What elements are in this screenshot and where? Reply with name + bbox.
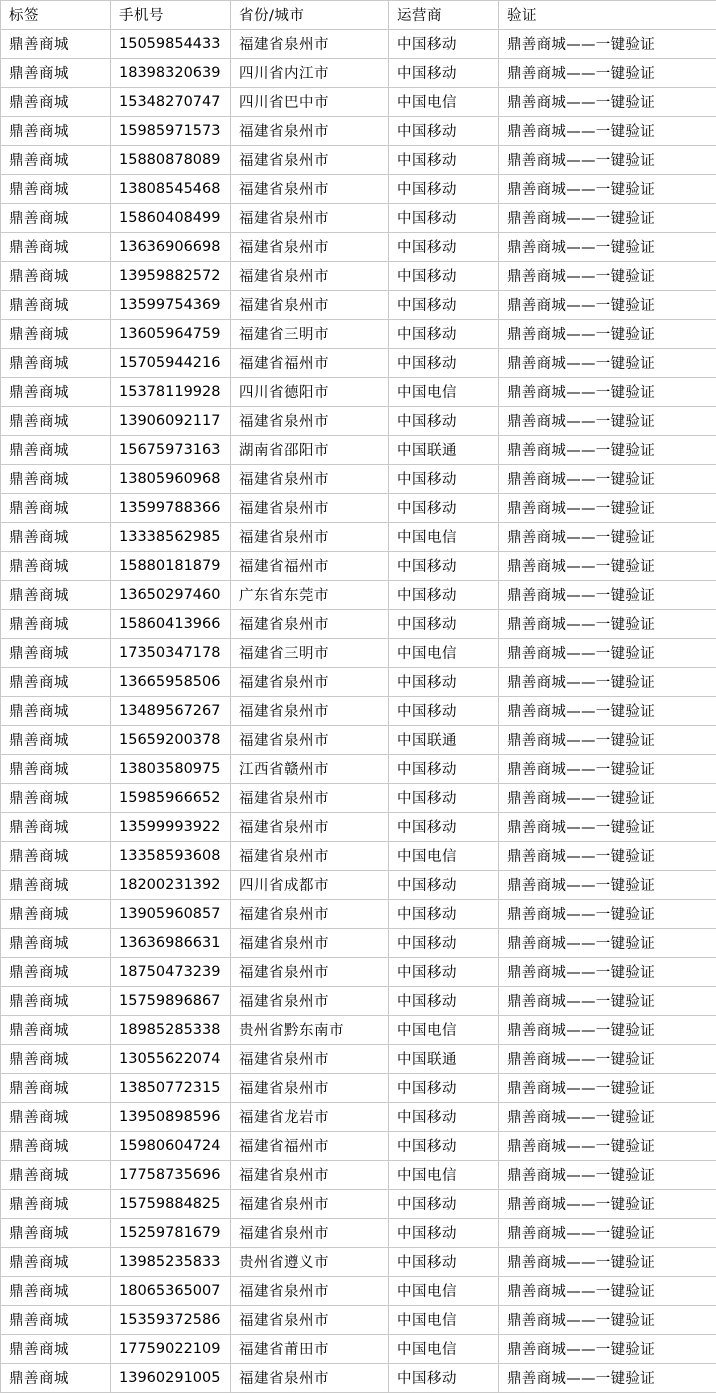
cell-phone[interactable]: 15659200378: [111, 726, 231, 755]
cell-verify[interactable]: 鼎善商城——一键验证: [499, 1248, 716, 1277]
cell-verify[interactable]: 鼎善商城——一键验证: [499, 465, 716, 494]
table-row[interactable]: [1, 842, 716, 871]
table-row[interactable]: [1, 987, 716, 1016]
cell-carrier[interactable]: 中国电信: [389, 1335, 499, 1364]
cell-carrier[interactable]: 中国移动: [389, 204, 499, 233]
cell-carrier[interactable]: 中国移动: [389, 871, 499, 900]
table-row[interactable]: [1, 59, 716, 88]
cell-region[interactable]: 福建省泉州市: [231, 1190, 389, 1219]
table-row[interactable]: [1, 668, 716, 697]
cell-region[interactable]: 福建省泉州市: [231, 726, 389, 755]
cell-phone[interactable]: 15759884825: [111, 1190, 231, 1219]
cell-region[interactable]: 福建省泉州市: [231, 784, 389, 813]
cell-region[interactable]: 福建省泉州市: [231, 146, 389, 175]
cell-tag[interactable]: 鼎善商城: [1, 436, 111, 465]
cell-verify[interactable]: 鼎善商城——一键验证: [499, 1132, 716, 1161]
cell-carrier[interactable]: 中国移动: [389, 784, 499, 813]
cell-phone[interactable]: 13905960857: [111, 900, 231, 929]
cell-tag[interactable]: 鼎善商城: [1, 842, 111, 871]
cell-phone[interactable]: 17759022109: [111, 1335, 231, 1364]
cell-region[interactable]: 福建省龙岩市: [231, 1103, 389, 1132]
cell-verify[interactable]: 鼎善商城——一键验证: [499, 146, 716, 175]
cell-phone[interactable]: 13950898596: [111, 1103, 231, 1132]
cell-carrier[interactable]: 中国移动: [389, 755, 499, 784]
cell-carrier[interactable]: 中国移动: [389, 987, 499, 1016]
cell-tag[interactable]: 鼎善商城: [1, 1219, 111, 1248]
cell-region[interactable]: 福建省泉州市: [231, 117, 389, 146]
cell-verify[interactable]: 鼎善商城——一键验证: [499, 523, 716, 552]
cell-verify[interactable]: 鼎善商城——一键验证: [499, 1190, 716, 1219]
cell-phone[interactable]: 13605964759: [111, 320, 231, 349]
cell-carrier[interactable]: 中国移动: [389, 1103, 499, 1132]
cell-carrier[interactable]: 中国移动: [389, 697, 499, 726]
cell-phone[interactable]: 15985971573: [111, 117, 231, 146]
cell-tag[interactable]: 鼎善商城: [1, 494, 111, 523]
cell-phone[interactable]: 15880181879: [111, 552, 231, 581]
cell-region[interactable]: 湖南省邵阳市: [231, 436, 389, 465]
cell-tag[interactable]: 鼎善商城: [1, 175, 111, 204]
cell-verify[interactable]: 鼎善商城——一键验证: [499, 784, 716, 813]
cell-region[interactable]: 四川省内江市: [231, 59, 389, 88]
table-row[interactable]: [1, 958, 716, 987]
cell-phone[interactable]: 13489567267: [111, 697, 231, 726]
cell-carrier[interactable]: 中国移动: [389, 1132, 499, 1161]
cell-region[interactable]: 福建省泉州市: [231, 1277, 389, 1306]
cell-verify[interactable]: 鼎善商城——一键验证: [499, 436, 716, 465]
cell-carrier[interactable]: 中国电信: [389, 1306, 499, 1335]
cell-region[interactable]: 福建省泉州市: [231, 958, 389, 987]
cell-region[interactable]: 福建省泉州市: [231, 465, 389, 494]
cell-tag[interactable]: 鼎善商城: [1, 871, 111, 900]
cell-phone[interactable]: 15259781679: [111, 1219, 231, 1248]
cell-verify[interactable]: 鼎善商城——一键验证: [499, 88, 716, 117]
table-row[interactable]: [1, 552, 716, 581]
table-row[interactable]: [1, 871, 716, 900]
cell-region[interactable]: 福建省泉州市: [231, 204, 389, 233]
cell-tag[interactable]: 鼎善商城: [1, 1161, 111, 1190]
cell-tag[interactable]: 鼎善商城: [1, 30, 111, 59]
cell-region[interactable]: 贵州省黔东南市: [231, 1016, 389, 1045]
cell-verify[interactable]: 鼎善商城——一键验证: [499, 320, 716, 349]
table-row[interactable]: [1, 233, 716, 262]
cell-region[interactable]: 福建省泉州市: [231, 668, 389, 697]
cell-tag[interactable]: 鼎善商城: [1, 262, 111, 291]
table-row[interactable]: [1, 1277, 716, 1306]
cell-verify[interactable]: 鼎善商城——一键验证: [499, 871, 716, 900]
cell-region[interactable]: 福建省福州市: [231, 1132, 389, 1161]
cell-tag[interactable]: 鼎善商城: [1, 1132, 111, 1161]
cell-phone[interactable]: 13665958506: [111, 668, 231, 697]
column-header-verify[interactable]: 验证: [499, 1, 716, 30]
table-row[interactable]: [1, 320, 716, 349]
cell-phone[interactable]: 13599993922: [111, 813, 231, 842]
table-row[interactable]: [1, 1103, 716, 1132]
cell-region[interactable]: 福建省福州市: [231, 349, 389, 378]
cell-region[interactable]: 福建省三明市: [231, 320, 389, 349]
cell-carrier[interactable]: 中国移动: [389, 407, 499, 436]
cell-phone[interactable]: 18065365007: [111, 1277, 231, 1306]
cell-carrier[interactable]: 中国电信: [389, 88, 499, 117]
table-row[interactable]: [1, 204, 716, 233]
cell-carrier[interactable]: 中国移动: [389, 581, 499, 610]
cell-tag[interactable]: 鼎善商城: [1, 349, 111, 378]
cell-verify[interactable]: 鼎善商城——一键验证: [499, 1364, 716, 1393]
cell-region[interactable]: 福建省泉州市: [231, 407, 389, 436]
column-header-phone[interactable]: 手机号: [111, 1, 231, 30]
cell-tag[interactable]: 鼎善商城: [1, 1103, 111, 1132]
table-row[interactable]: [1, 30, 716, 59]
table-row[interactable]: [1, 117, 716, 146]
cell-tag[interactable]: 鼎善商城: [1, 378, 111, 407]
cell-verify[interactable]: 鼎善商城——一键验证: [499, 349, 716, 378]
cell-carrier[interactable]: 中国移动: [389, 262, 499, 291]
cell-tag[interactable]: 鼎善商城: [1, 1016, 111, 1045]
table-row[interactable]: [1, 291, 716, 320]
cell-carrier[interactable]: 中国移动: [389, 1248, 499, 1277]
table-row[interactable]: [1, 378, 716, 407]
cell-verify[interactable]: 鼎善商城——一键验证: [499, 30, 716, 59]
cell-tag[interactable]: 鼎善商城: [1, 755, 111, 784]
cell-carrier[interactable]: 中国移动: [389, 929, 499, 958]
cell-carrier[interactable]: 中国电信: [389, 378, 499, 407]
cell-phone[interactable]: 13808545468: [111, 175, 231, 204]
cell-region[interactable]: 福建省泉州市: [231, 1364, 389, 1393]
cell-region[interactable]: 广东省东莞市: [231, 581, 389, 610]
cell-phone[interactable]: 15880878089: [111, 146, 231, 175]
column-header-carrier[interactable]: 运营商: [389, 1, 499, 30]
table-row[interactable]: [1, 813, 716, 842]
cell-verify[interactable]: 鼎善商城——一键验证: [499, 610, 716, 639]
cell-phone[interactable]: 15378119928: [111, 378, 231, 407]
cell-tag[interactable]: 鼎善商城: [1, 146, 111, 175]
cell-verify[interactable]: 鼎善商城——一键验证: [499, 639, 716, 668]
cell-phone[interactable]: 13985235833: [111, 1248, 231, 1277]
table-header-row: [1, 1, 716, 30]
cell-phone[interactable]: 13805960968: [111, 465, 231, 494]
cell-phone[interactable]: 13055622074: [111, 1045, 231, 1074]
cell-region[interactable]: 福建省莆田市: [231, 1335, 389, 1364]
table-row[interactable]: [1, 407, 716, 436]
table-row[interactable]: [1, 581, 716, 610]
cell-phone[interactable]: 13960291005: [111, 1364, 231, 1393]
cell-tag[interactable]: 鼎善商城: [1, 958, 111, 987]
cell-region[interactable]: 福建省泉州市: [231, 900, 389, 929]
cell-phone[interactable]: 18750473239: [111, 958, 231, 987]
cell-region[interactable]: 福建省泉州市: [231, 929, 389, 958]
cell-tag[interactable]: 鼎善商城: [1, 1190, 111, 1219]
cell-tag[interactable]: 鼎善商城: [1, 900, 111, 929]
cell-carrier[interactable]: 中国移动: [389, 1190, 499, 1219]
cell-tag[interactable]: 鼎善商城: [1, 784, 111, 813]
table-row[interactable]: [1, 436, 716, 465]
cell-phone[interactable]: 18398320639: [111, 59, 231, 88]
cell-region[interactable]: 福建省泉州市: [231, 30, 389, 59]
table-row[interactable]: [1, 262, 716, 291]
cell-verify[interactable]: 鼎善商城——一键验证: [499, 1335, 716, 1364]
cell-carrier[interactable]: 中国移动: [389, 291, 499, 320]
cell-region[interactable]: 江西省赣州市: [231, 755, 389, 784]
cell-tag[interactable]: 鼎善商城: [1, 465, 111, 494]
cell-phone[interactable]: 15980604724: [111, 1132, 231, 1161]
cell-carrier[interactable]: 中国移动: [389, 30, 499, 59]
cell-region[interactable]: 福建省泉州市: [231, 494, 389, 523]
cell-phone[interactable]: 13636906698: [111, 233, 231, 262]
cell-tag[interactable]: 鼎善商城: [1, 1248, 111, 1277]
cell-carrier[interactable]: 中国电信: [389, 1161, 499, 1190]
cell-verify[interactable]: 鼎善商城——一键验证: [499, 813, 716, 842]
cell-phone[interactable]: 13599754369: [111, 291, 231, 320]
cell-region[interactable]: 贵州省遵义市: [231, 1248, 389, 1277]
cell-phone[interactable]: 13599788366: [111, 494, 231, 523]
cell-verify[interactable]: 鼎善商城——一键验证: [499, 697, 716, 726]
cell-phone[interactable]: 15759896867: [111, 987, 231, 1016]
cell-carrier[interactable]: 中国移动: [389, 175, 499, 204]
cell-carrier[interactable]: 中国移动: [389, 813, 499, 842]
cell-carrier[interactable]: 中国移动: [389, 320, 499, 349]
table-row[interactable]: [1, 88, 716, 117]
table-row[interactable]: [1, 146, 716, 175]
table-row[interactable]: [1, 726, 716, 755]
cell-tag[interactable]: 鼎善商城: [1, 59, 111, 88]
cell-verify[interactable]: 鼎善商城——一键验证: [499, 262, 716, 291]
cell-carrier[interactable]: 中国移动: [389, 958, 499, 987]
cell-verify[interactable]: 鼎善商城——一键验证: [499, 581, 716, 610]
table-row[interactable]: [1, 639, 716, 668]
cell-region[interactable]: 福建省泉州市: [231, 813, 389, 842]
table-header: [1, 1, 716, 30]
cell-tag[interactable]: 鼎善商城: [1, 697, 111, 726]
cell-carrier[interactable]: 中国移动: [389, 1364, 499, 1393]
table-row[interactable]: [1, 1190, 716, 1219]
cell-region[interactable]: 福建省泉州市: [231, 1306, 389, 1335]
cell-phone[interactable]: 13358593608: [111, 842, 231, 871]
table-row[interactable]: [1, 523, 716, 552]
cell-region[interactable]: 福建省泉州市: [231, 610, 389, 639]
cell-verify[interactable]: 鼎善商城——一键验证: [499, 175, 716, 204]
table-row[interactable]: [1, 1132, 716, 1161]
cell-verify[interactable]: 鼎善商城——一键验证: [499, 552, 716, 581]
cell-phone[interactable]: 18985285338: [111, 1016, 231, 1045]
cell-verify[interactable]: 鼎善商城——一键验证: [499, 987, 716, 1016]
cell-tag[interactable]: 鼎善商城: [1, 987, 111, 1016]
cell-tag[interactable]: 鼎善商城: [1, 581, 111, 610]
cell-region[interactable]: 福建省泉州市: [231, 262, 389, 291]
cell-phone[interactable]: 13959882572: [111, 262, 231, 291]
table-body: [1, 30, 716, 1393]
cell-tag[interactable]: 鼎善商城: [1, 117, 111, 146]
cell-phone[interactable]: 13803580975: [111, 755, 231, 784]
cell-carrier[interactable]: 中国联通: [389, 436, 499, 465]
cell-verify[interactable]: 鼎善商城——一键验证: [499, 900, 716, 929]
cell-phone[interactable]: 18200231392: [111, 871, 231, 900]
cell-verify[interactable]: 鼎善商城——一键验证: [499, 59, 716, 88]
table-row[interactable]: [1, 900, 716, 929]
cell-tag[interactable]: 鼎善商城: [1, 1306, 111, 1335]
cell-verify[interactable]: 鼎善商城——一键验证: [499, 1306, 716, 1335]
cell-carrier[interactable]: 中国移动: [389, 610, 499, 639]
cell-region[interactable]: 福建省福州市: [231, 552, 389, 581]
cell-tag[interactable]: 鼎善商城: [1, 1335, 111, 1364]
cell-tag[interactable]: 鼎善商城: [1, 523, 111, 552]
cell-verify[interactable]: 鼎善商城——一键验证: [499, 842, 716, 871]
cell-carrier[interactable]: 中国电信: [389, 1016, 499, 1045]
cell-phone[interactable]: 15359372586: [111, 1306, 231, 1335]
cell-verify[interactable]: 鼎善商城——一键验证: [499, 1016, 716, 1045]
cell-region[interactable]: 福建省泉州市: [231, 291, 389, 320]
cell-verify[interactable]: 鼎善商城——一键验证: [499, 204, 716, 233]
table-row[interactable]: [1, 1016, 716, 1045]
cell-verify[interactable]: 鼎善商城——一键验证: [499, 407, 716, 436]
cell-region[interactable]: 福建省泉州市: [231, 1074, 389, 1103]
cell-phone[interactable]: 15705944216: [111, 349, 231, 378]
table-row[interactable]: [1, 1045, 716, 1074]
cell-carrier[interactable]: 中国电信: [389, 639, 499, 668]
cell-verify[interactable]: 鼎善商城——一键验证: [499, 117, 716, 146]
cell-verify[interactable]: 鼎善商城——一键验证: [499, 233, 716, 262]
cell-carrier[interactable]: 中国移动: [389, 900, 499, 929]
table-row[interactable]: [1, 1364, 716, 1393]
cell-tag[interactable]: 鼎善商城: [1, 1277, 111, 1306]
cell-phone[interactable]: 13850772315: [111, 1074, 231, 1103]
cell-phone[interactable]: 13650297460: [111, 581, 231, 610]
cell-carrier[interactable]: 中国移动: [389, 552, 499, 581]
cell-verify[interactable]: 鼎善商城——一键验证: [499, 1074, 716, 1103]
cell-tag[interactable]: 鼎善商城: [1, 1364, 111, 1393]
cell-tag[interactable]: 鼎善商城: [1, 610, 111, 639]
cell-carrier[interactable]: 中国移动: [389, 668, 499, 697]
cell-carrier[interactable]: 中国电信: [389, 1277, 499, 1306]
cell-tag[interactable]: 鼎善商城: [1, 668, 111, 697]
cell-phone[interactable]: 15860408499: [111, 204, 231, 233]
cell-verify[interactable]: 鼎善商城——一键验证: [499, 291, 716, 320]
table-row[interactable]: [1, 1248, 716, 1277]
cell-verify[interactable]: 鼎善商城——一键验证: [499, 1161, 716, 1190]
cell-carrier[interactable]: 中国移动: [389, 59, 499, 88]
cell-phone[interactable]: 15985966652: [111, 784, 231, 813]
cell-phone[interactable]: 15059854433: [111, 30, 231, 59]
table-row[interactable]: [1, 1074, 716, 1103]
table-row[interactable]: [1, 1219, 716, 1248]
table-row[interactable]: [1, 175, 716, 204]
cell-tag[interactable]: 鼎善商城: [1, 929, 111, 958]
cell-tag[interactable]: 鼎善商城: [1, 552, 111, 581]
cell-tag[interactable]: 鼎善商城: [1, 233, 111, 262]
table-row[interactable]: [1, 1161, 716, 1190]
table-row[interactable]: [1, 349, 716, 378]
table-row[interactable]: [1, 465, 716, 494]
cell-region[interactable]: 四川省德阳市: [231, 378, 389, 407]
cell-region[interactable]: 福建省泉州市: [231, 987, 389, 1016]
cell-region[interactable]: 福建省泉州市: [231, 233, 389, 262]
column-header-region[interactable]: 省份/城市: [231, 1, 389, 30]
cell-region[interactable]: 四川省成都市: [231, 871, 389, 900]
cell-tag[interactable]: 鼎善商城: [1, 1045, 111, 1074]
cell-carrier[interactable]: 中国移动: [389, 146, 499, 175]
cell-region[interactable]: 福建省泉州市: [231, 1219, 389, 1248]
cell-verify[interactable]: 鼎善商城——一键验证: [499, 929, 716, 958]
cell-region[interactable]: 福建省泉州市: [231, 1045, 389, 1074]
cell-carrier[interactable]: 中国联通: [389, 1045, 499, 1074]
cell-region[interactable]: 福建省泉州市: [231, 842, 389, 871]
cell-carrier[interactable]: 中国电信: [389, 842, 499, 871]
cell-verify[interactable]: 鼎善商城——一键验证: [499, 958, 716, 987]
cell-phone[interactable]: 17758735696: [111, 1161, 231, 1190]
table-row[interactable]: [1, 610, 716, 639]
cell-phone[interactable]: 15675973163: [111, 436, 231, 465]
cell-carrier[interactable]: 中国移动: [389, 349, 499, 378]
cell-region[interactable]: 福建省泉州市: [231, 697, 389, 726]
cell-carrier[interactable]: 中国电信: [389, 523, 499, 552]
cell-verify[interactable]: 鼎善商城——一键验证: [499, 1103, 716, 1132]
cell-carrier[interactable]: 中国移动: [389, 465, 499, 494]
cell-tag[interactable]: 鼎善商城: [1, 204, 111, 233]
cell-carrier[interactable]: 中国联通: [389, 726, 499, 755]
cell-phone[interactable]: 15348270747: [111, 88, 231, 117]
cell-verify[interactable]: 鼎善商城——一键验证: [499, 1277, 716, 1306]
cell-tag[interactable]: 鼎善商城: [1, 726, 111, 755]
cell-carrier[interactable]: 中国移动: [389, 1074, 499, 1103]
cell-verify[interactable]: 鼎善商城——一键验证: [499, 1219, 716, 1248]
cell-phone[interactable]: 13338562985: [111, 523, 231, 552]
cell-tag[interactable]: 鼎善商城: [1, 291, 111, 320]
table-row[interactable]: [1, 697, 716, 726]
cell-tag[interactable]: 鼎善商城: [1, 320, 111, 349]
cell-phone[interactable]: 13906092117: [111, 407, 231, 436]
cell-region[interactable]: 福建省泉州市: [231, 523, 389, 552]
cell-verify[interactable]: 鼎善商城——一键验证: [499, 378, 716, 407]
cell-carrier[interactable]: 中国移动: [389, 233, 499, 262]
cell-phone[interactable]: 13636986631: [111, 929, 231, 958]
cell-region[interactable]: 四川省巴中市: [231, 88, 389, 117]
table-row[interactable]: [1, 929, 716, 958]
table-row[interactable]: [1, 755, 716, 784]
cell-verify[interactable]: 鼎善商城——一键验证: [499, 1045, 716, 1074]
cell-phone[interactable]: 17350347178: [111, 639, 231, 668]
cell-tag[interactable]: 鼎善商城: [1, 813, 111, 842]
cell-verify[interactable]: 鼎善商城——一键验证: [499, 668, 716, 697]
cell-region[interactable]: 福建省泉州市: [231, 1161, 389, 1190]
cell-verify[interactable]: 鼎善商城——一键验证: [499, 755, 716, 784]
cell-carrier[interactable]: 中国移动: [389, 494, 499, 523]
cell-tag[interactable]: 鼎善商城: [1, 88, 111, 117]
column-header-tag[interactable]: 标签: [1, 1, 111, 30]
cell-tag[interactable]: 鼎善商城: [1, 1074, 111, 1103]
cell-region[interactable]: 福建省泉州市: [231, 175, 389, 204]
cell-verify[interactable]: 鼎善商城——一键验证: [499, 494, 716, 523]
cell-carrier[interactable]: 中国移动: [389, 1219, 499, 1248]
cell-tag[interactable]: 鼎善商城: [1, 407, 111, 436]
cell-verify[interactable]: 鼎善商城——一键验证: [499, 726, 716, 755]
cell-region[interactable]: 福建省三明市: [231, 639, 389, 668]
cell-tag[interactable]: 鼎善商城: [1, 639, 111, 668]
table-row[interactable]: [1, 494, 716, 523]
table-row[interactable]: [1, 1335, 716, 1364]
table-row[interactable]: [1, 1306, 716, 1335]
cell-phone[interactable]: 15860413966: [111, 610, 231, 639]
table-row[interactable]: [1, 784, 716, 813]
cell-carrier[interactable]: 中国移动: [389, 117, 499, 146]
